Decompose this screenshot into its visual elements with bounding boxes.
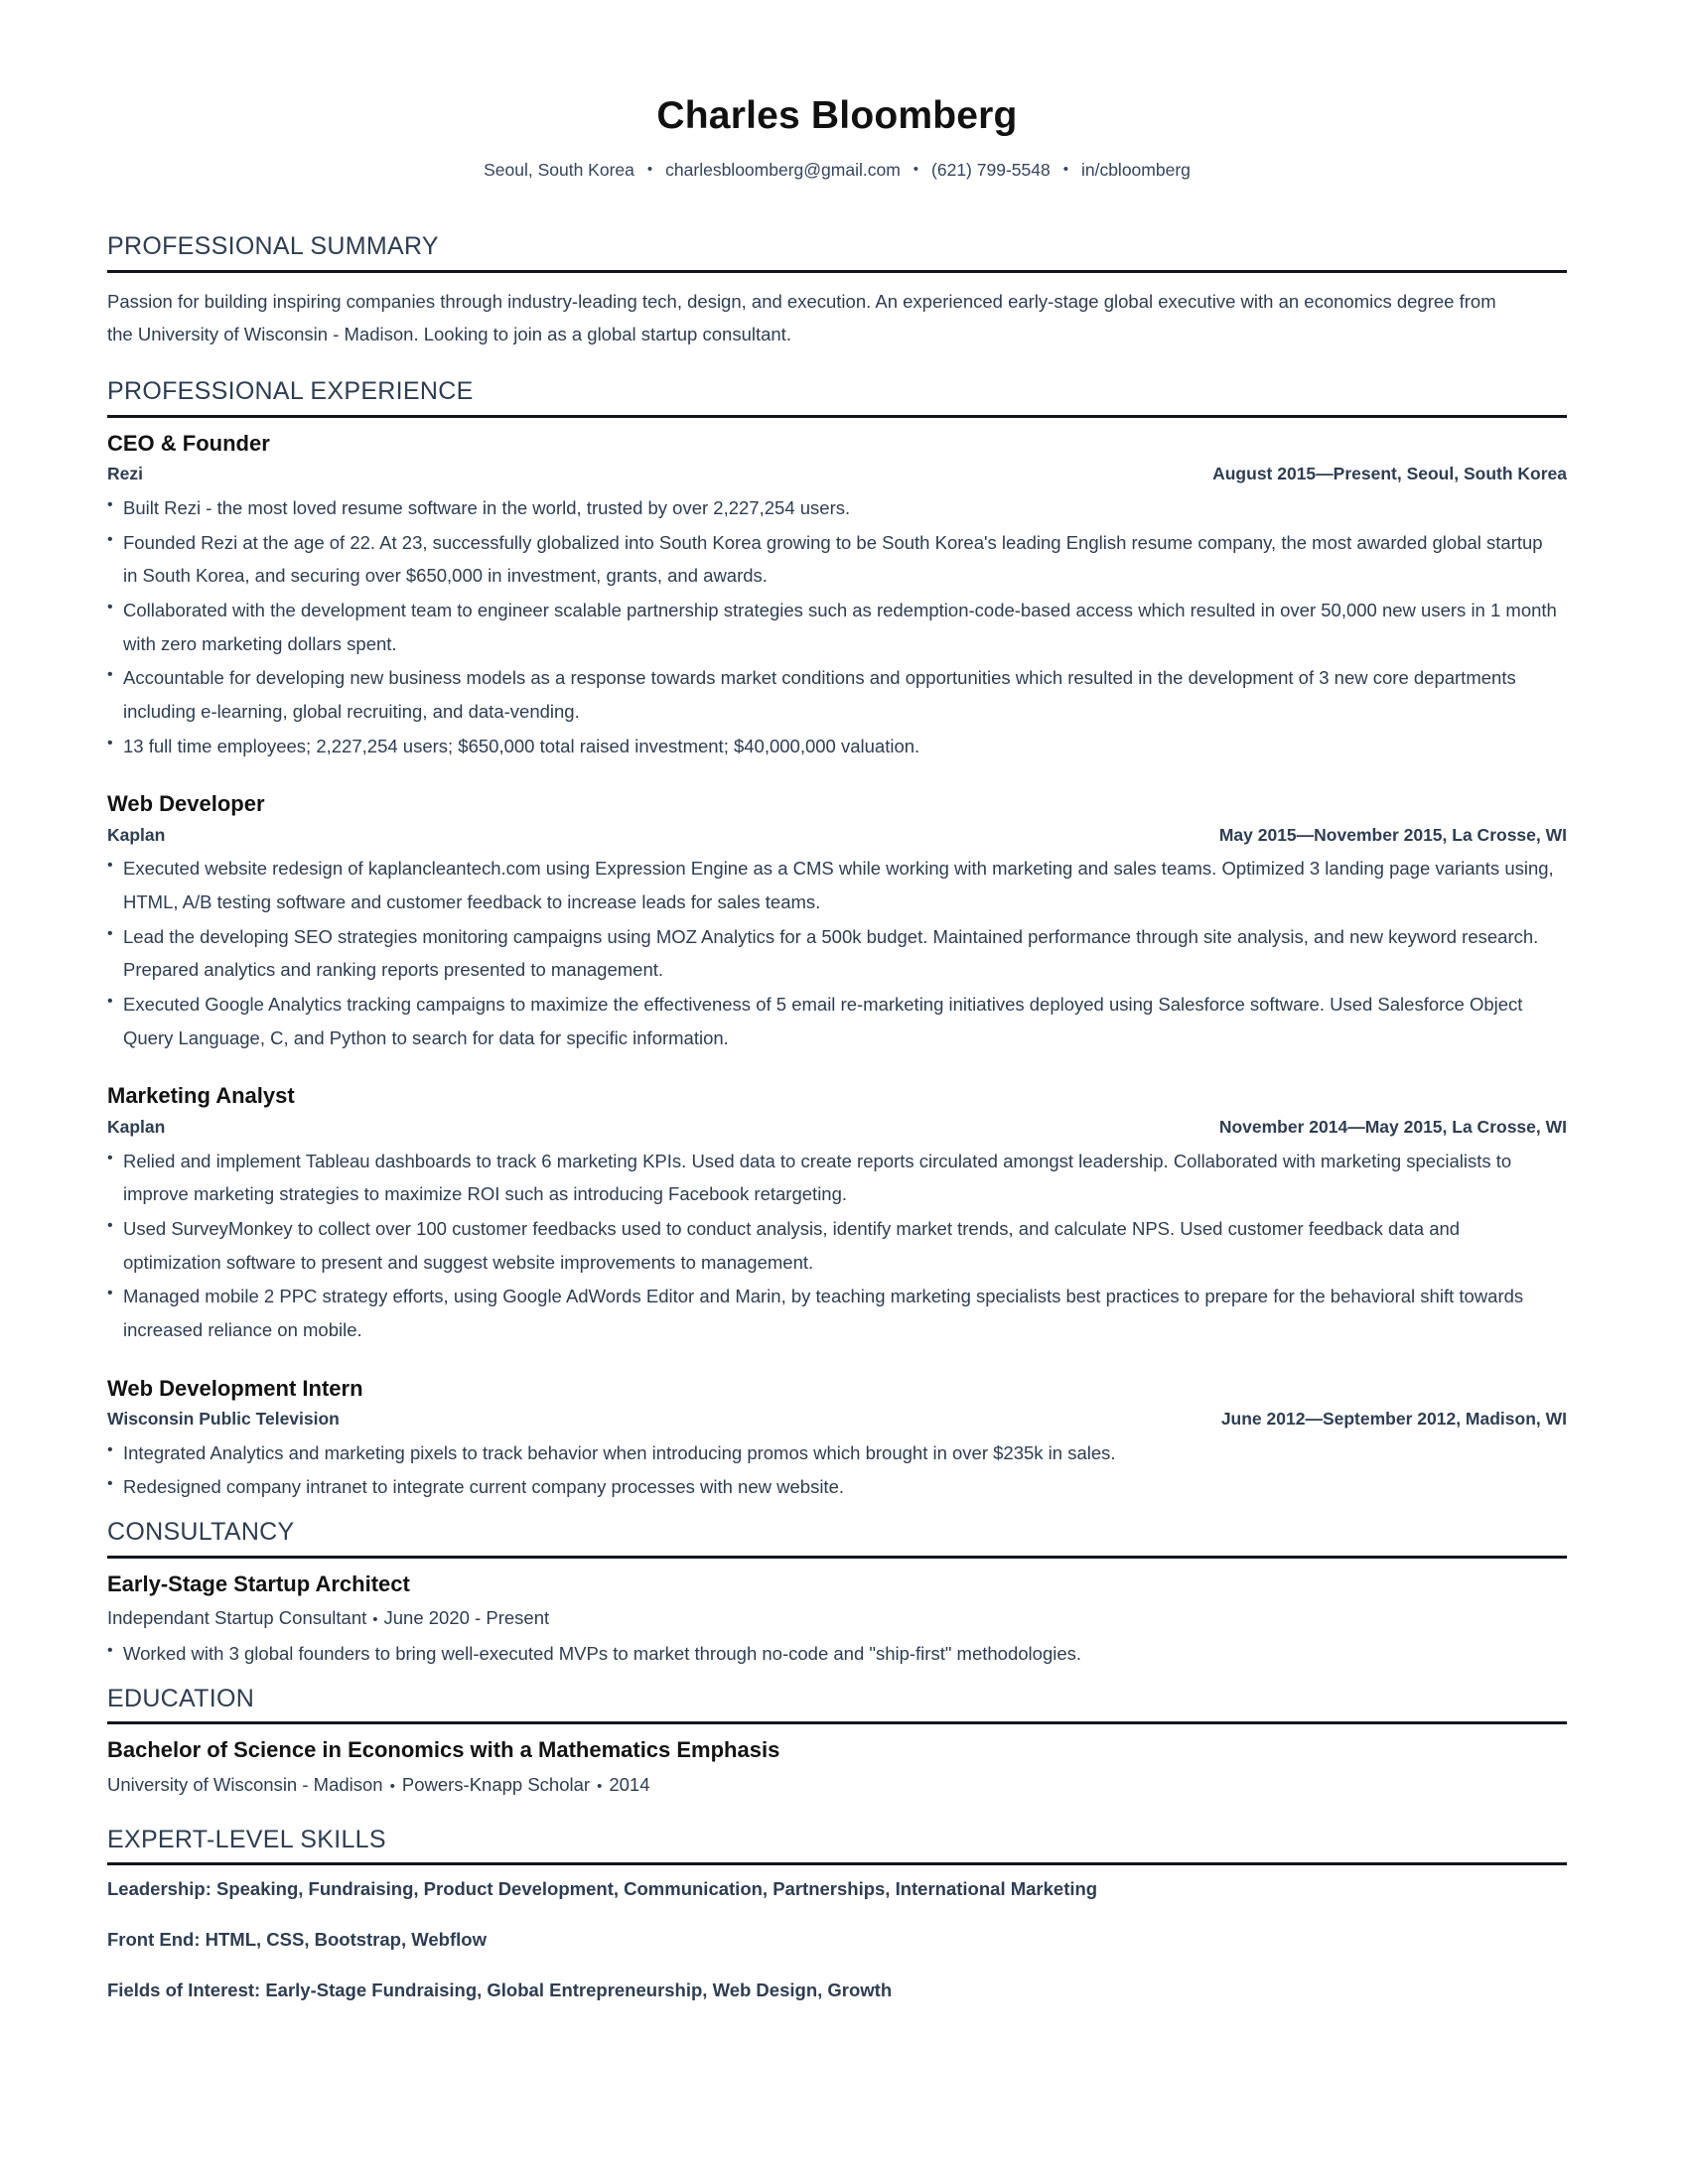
section-expert-level-skills [107,1826,1567,2003]
summary-text: Passion for building inspiring companies through industry-leading tech, design, and execution. An experienced early-stage global executive with an economics degree from the University of Wisconsin - Madison. Looking to join as a global startup consultant. [107,290,1496,345]
section-title: EXPERT-LEVEL SKILLS [107,1825,386,1853]
education-honors: Powers-Knapp Scholar [401,1773,591,1795]
job-title: Web Development Intern [107,1375,363,1401]
school-name: University of Wisconsin - Madison [107,1773,383,1795]
section-divider [107,1721,1567,1724]
bullet-item: • 13 full time employees; 2,227,254 users; $650,000 total raised investment; $40,000,000 valuation. [107,730,1558,763]
bullet-item: • Executed Google Analytics tracking campaigns to maximize the effectiveness of 5 email re-marketing initiatives deployed using Salesforce software. Used Salesforce Object Query Language, C, and Python to search for data for specific information. [107,988,1558,1054]
resume-header [107,95,1567,181]
bullet-item: • Collaborated with the development team to engineer scalable partnership strategies such as redemption-code-based access which resulted in over 50,000 new users in 1 month with zero marketing dollars spent. [107,594,1558,660]
graduation-year: 2014 [609,1773,650,1795]
skill-line-leadership: Leadership: Speaking, Fundraising, Product Development, Communication, Partnerships, International Marketing [107,1878,1098,1900]
company-name: Kaplan [107,1116,166,1137]
consultancy-company: Independant Startup Consultant [107,1607,367,1629]
section-divider [107,1862,1567,1865]
contact-phone[interactable]: (621) 799-5548 [931,159,1051,180]
company-name: Kaplan [107,824,166,845]
experience-entry [107,790,1567,1054]
section-title: PROFESSIONAL EXPERIENCE [107,376,474,405]
job-bullets [107,852,1567,1054]
bullet-separator-icon: • [1062,161,1068,179]
job-meta [107,1408,1567,1431]
consultancy-meta [107,1603,1567,1633]
company-name: Rezi [107,464,143,484]
job-bullets [107,1436,1567,1504]
company-name: Wisconsin Public Television [107,1409,340,1430]
section-professional-summary [107,232,1567,351]
job-dates-location: June 2012—September 2012, Madison, WI [1220,1409,1567,1430]
bullet-item: • Executed website redesign of kaplancleantech.com using Expression Engine as a CMS while working with marketing and sales teams. Optimized 3 landing page variants using, HTML, A/B testing software and customer feedback to increase leads for sales teams. [107,852,1558,918]
section-title: EDUCATION [107,1684,255,1712]
bullet-item: • Built Rezi - the most loved resume software in the world, trusted by over 2,227,254 users. [107,491,1558,525]
consultancy-bullets [107,1637,1567,1671]
consultancy-entry [107,1570,1567,1671]
bullet-separator-icon: • [389,1777,395,1795]
job-meta [107,463,1567,485]
bullet-item: • Redesigned company intranet to integrate current company processes with new website. [107,1470,1558,1504]
bullet-item: • Accountable for developing new business models as a response towards market conditions and opportunities which resulted in the development of 3 new core departments including e-learning, global recruiting, and data-vending. [107,661,1558,728]
job-title: Marketing Analyst [107,1083,295,1109]
bullet-item: • Worked with 3 global founders to bring well-executed MVPs to market through no-code and "ship-first" methodologies. [107,1637,1558,1671]
experience-entry [107,1082,1567,1346]
job-dates-location: August 2015—Present, Seoul, South Korea [1212,464,1567,484]
job-dates-location: May 2015—November 2015, La Crosse, WI [1218,824,1567,845]
job-dates-location: November 2014—May 2015, La Crosse, WI [1218,1116,1567,1137]
education-entry [107,1736,1567,1799]
bullet-item: • Founded Rezi at the age of 22. At 23, successfully globalized into South Korea growing to be South Korea's leading English resume company, the most awarded global startup in South Korea, and securing over $650,000 in investment, grants, and awards. [107,526,1558,593]
bullet-item: • Lead the developing SEO strategies monitoring campaigns using MOZ Analytics for a 500k budget. Maintained performance through site analysis, and new keyword research. Prepared analytics and ranking reports presented to management. [107,920,1558,987]
section-divider [107,270,1567,273]
section-title: PROFESSIONAL SUMMARY [107,231,439,260]
section-consultancy [107,1518,1567,1671]
contact-email[interactable]: charlesbloomberg@gmail.com [665,159,901,180]
bullet-separator-icon: • [597,1777,603,1795]
job-bullets [107,491,1567,762]
job-title: CEO & Founder [107,430,270,456]
bullet-separator-icon: • [913,161,919,179]
education-meta [107,1770,1567,1800]
job-meta [107,824,1567,847]
consultancy-dates: June 2020 - Present [383,1607,550,1629]
section-divider [107,1556,1567,1559]
bullet-item: • Integrated Analytics and marketing pixels to track behavior when introducing promos which brought in over $235k in sales. [107,1436,1558,1470]
skill-line-front-end: Front End: HTML, CSS, Bootstrap, Webflow [107,1929,487,1951]
bullet-separator-icon: • [646,161,653,179]
contact-location: Seoul, South Korea [484,159,634,180]
section-professional-experience [107,377,1567,1504]
candidate-name: Charles Bloomberg [656,94,1018,137]
experience-entry [107,430,1567,763]
contact-line [107,160,1567,181]
skill-line-fields-of-interest: Fields of Interest: Early-Stage Fundraising, Global Entrepreneurship, Web Design, Growth [107,1979,893,2001]
section-education [107,1685,1567,1800]
bullet-item: • Used SurveyMonkey to collect over 100 customer feedbacks used to conduct analysis, identify market trends, and calculate NPS. Used customer feedback data and optimization software to present and suggest website improvements to management. [107,1212,1558,1279]
bullet-item: • Relied and implement Tableau dashboards to track 6 marketing KPIs. Used data to create reports circulated amongst leadership. Collaborated with marketing specialists to improve marketing strategies to maximize ROI such as introducing Facebook retargeting. [107,1145,1558,1211]
experience-entry [107,1375,1567,1505]
degree-title: Bachelor of Science in Economics with a Mathematics Emphasis [107,1737,780,1763]
job-bullets [107,1145,1567,1347]
section-divider [107,415,1567,418]
section-title: CONSULTANCY [107,1518,295,1547]
bullet-item: • Managed mobile 2 PPC strategy efforts, using Google AdWords Editor and Marin, by teaching marketing specialists best practices to prepare for the behavioral shift towards increased reliance on mobile. [107,1280,1558,1346]
bullet-separator-icon: • [372,1611,378,1629]
job-title: Web Developer [107,791,265,817]
contact-linkedin[interactable]: in/cbloomberg [1080,159,1191,180]
job-meta [107,1116,1567,1139]
consultancy-title: Early-Stage Startup Architect [107,1570,410,1596]
